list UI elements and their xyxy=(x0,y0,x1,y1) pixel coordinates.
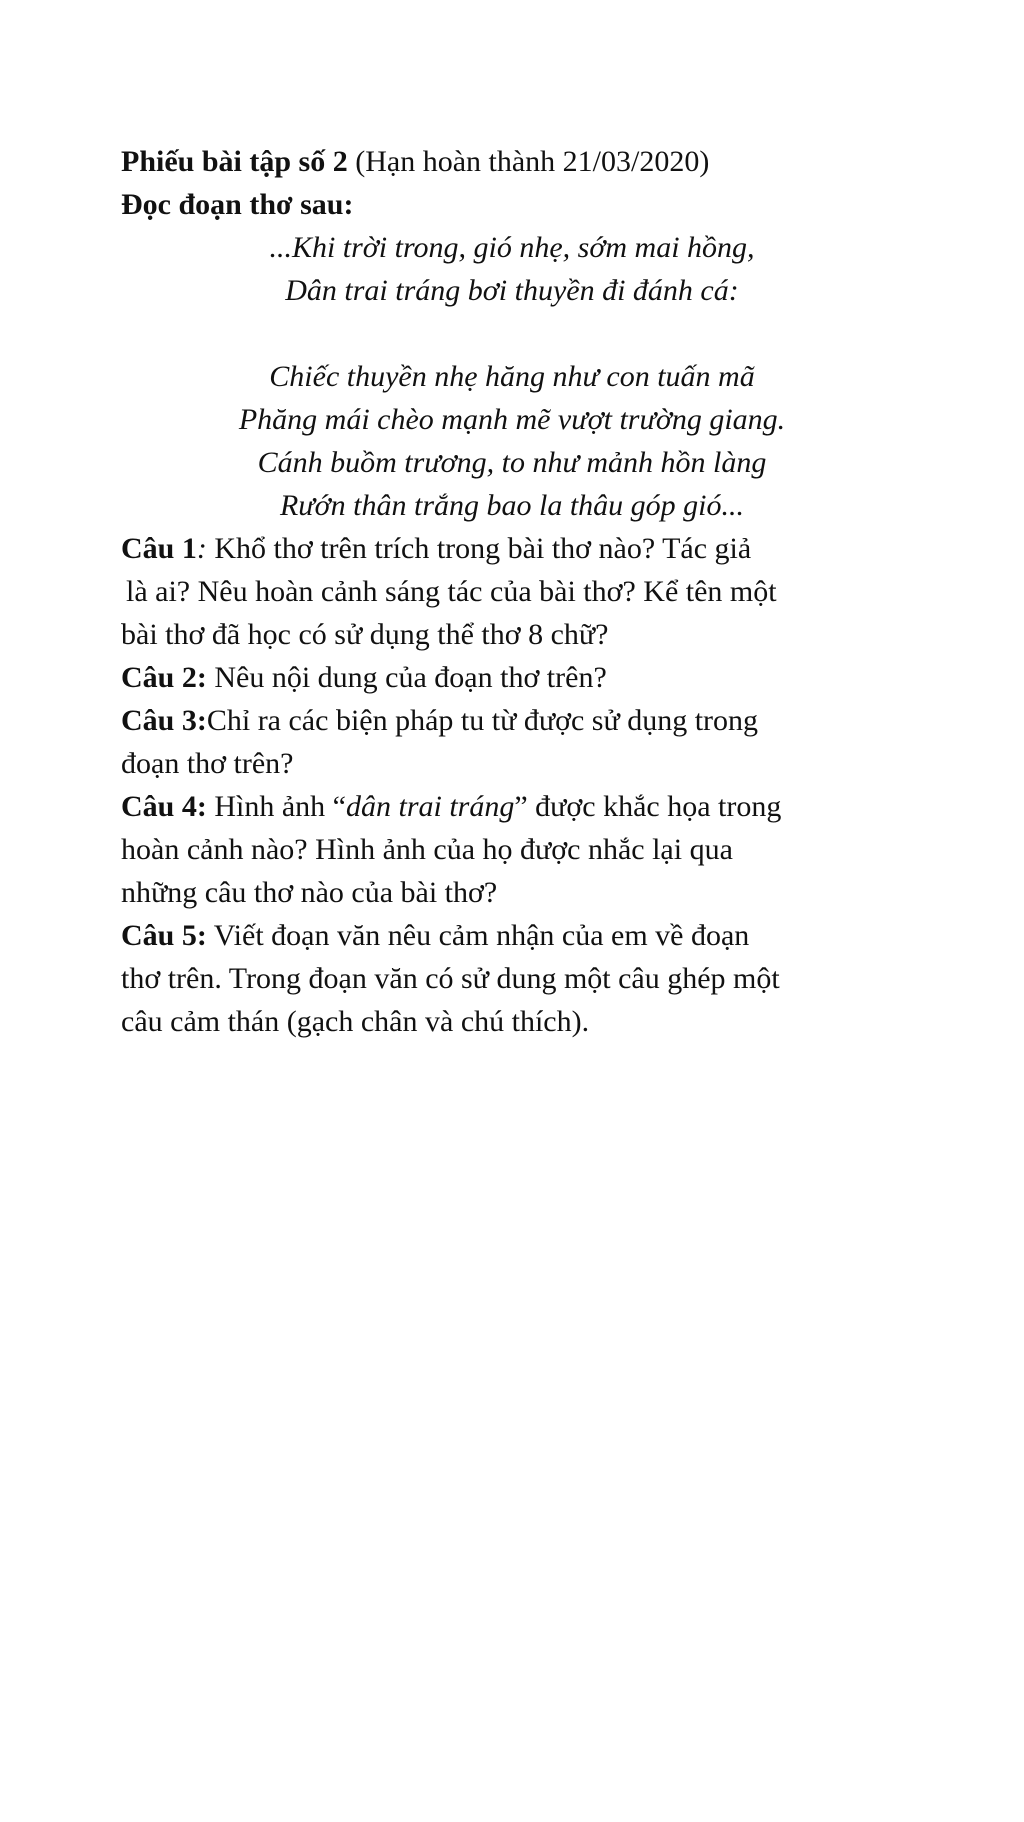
poem-line: Dân trai tráng bơi thuyền đi đánh cá: xyxy=(285,274,739,307)
question-1-label: Câu 1 xyxy=(121,532,197,565)
poem-line: ...Khi trời trong, gió nhẹ, sớm mai hồng, xyxy=(269,231,755,264)
poem-line: Cánh buồm trương, to như mảnh hồn làng xyxy=(257,446,767,479)
question-4-text: những câu thơ nào của bài thơ? xyxy=(121,876,498,909)
question-3-text: đoạn thơ trên? xyxy=(121,747,294,780)
question-2-text: Nêu nội dung của đoạn thơ trên? xyxy=(206,661,607,694)
deadline-text: (Hạn hoàn thành 21/03/2020) xyxy=(355,145,710,178)
question-4-text: hoàn cảnh nào? Hình ảnh của họ được nhắc lại qua xyxy=(121,833,733,866)
question-4-text: Hình ảnh “ xyxy=(206,790,346,823)
question-1-colon: : xyxy=(196,532,207,565)
worksheet-title xyxy=(121,140,921,183)
poem xyxy=(121,226,903,527)
worksheet-title-label: Phiếu bài tập số 2 xyxy=(121,145,348,178)
question-4-emphasis: dân trai tráng xyxy=(345,790,515,823)
question-4-text: ” được khắc họa trong xyxy=(514,790,782,823)
question-2 xyxy=(121,656,921,699)
question-3-text: Chỉ ra các biện pháp tu từ được sử dụng trong xyxy=(206,704,759,737)
instruction-heading: Đọc đoạn thơ sau: xyxy=(121,188,354,221)
question-5-text: câu cảm thán (gạch chân và chú thích). xyxy=(121,1005,590,1038)
poem-line: Rướn thân trắng bao la thâu góp gió... xyxy=(279,489,745,522)
question-2-label: Câu 2: xyxy=(121,661,207,694)
question-1-text: bài thơ đã học có sử dụng thể thơ 8 chữ? xyxy=(121,618,609,651)
question-1 xyxy=(121,527,921,656)
question-4-label: Câu 4: xyxy=(121,790,207,823)
worksheet xyxy=(121,140,921,1043)
question-5-text: Viết đoạn văn nêu cảm nhận của em về đoạn xyxy=(206,919,750,952)
poem-line: Chiếc thuyền nhẹ hăng như con tuấn mã xyxy=(269,360,755,393)
question-5 xyxy=(121,914,921,1043)
question-3-label: Câu 3: xyxy=(121,704,207,737)
question-1-text: là ai? Nêu hoàn cảnh sáng tác của bài thơ? Kể tên một xyxy=(126,575,777,608)
question-5-label: Câu 5: xyxy=(121,919,207,952)
stanza-gap xyxy=(121,312,903,355)
poem-line: Phăng mái chèo mạnh mẽ vượt trường giang. xyxy=(238,403,786,436)
question-3 xyxy=(121,699,921,785)
question-4 xyxy=(121,785,921,914)
question-5-text: thơ trên. Trong đoạn văn có sử dung một câu ghép một xyxy=(121,962,780,995)
question-1-text: Khổ thơ trên trích trong bài thơ nào? Tác giả xyxy=(206,532,752,565)
